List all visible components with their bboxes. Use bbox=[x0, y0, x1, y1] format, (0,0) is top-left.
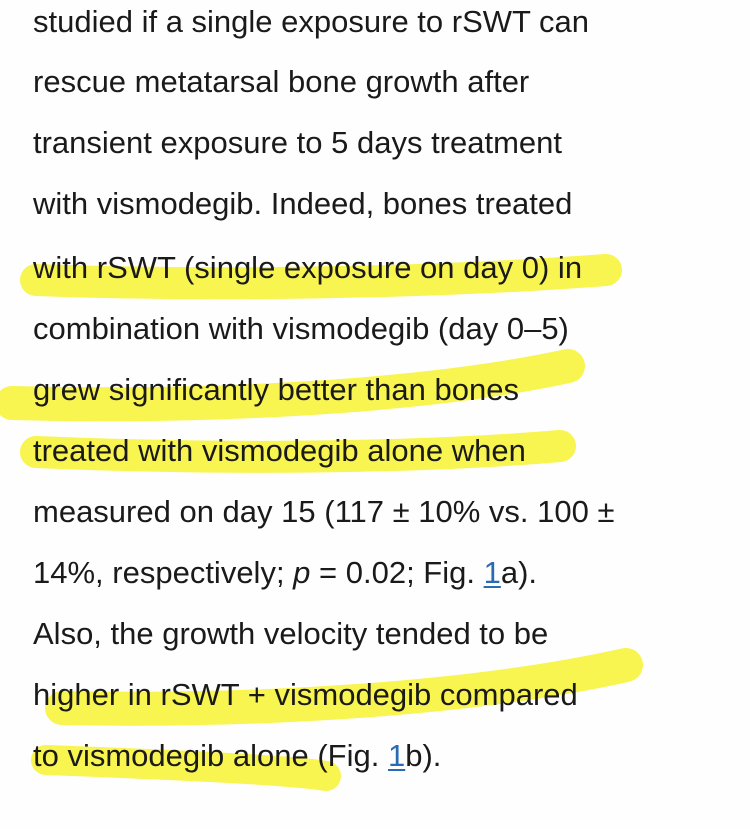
text-line-13 bbox=[33, 736, 441, 776]
text-line-10 bbox=[33, 553, 537, 593]
text-line-10-end: a). bbox=[500, 555, 538, 590]
figure-1b-link[interactable]: 1 bbox=[387, 738, 406, 773]
text-line-13-end: b). bbox=[405, 738, 442, 773]
p-value-symbol: p bbox=[293, 555, 311, 590]
text-line-1: studied if a single exposure to rSWT can bbox=[33, 4, 589, 39]
text-line-7: grew significantly better than bones bbox=[33, 372, 519, 407]
figure-1-link[interactable]: 1 bbox=[483, 555, 501, 590]
text-line-5: with rSWT (single exposure on day 0) in bbox=[33, 250, 583, 285]
text-line-12: higher in rSWT + vismodegib compared bbox=[33, 677, 578, 712]
text-line-13-start: to vismodegib alone (Fig. bbox=[33, 738, 388, 773]
text-line-10-mid: = 0.02; Fig. bbox=[310, 555, 484, 590]
text-line-10-start: 14%, respectively; bbox=[33, 555, 294, 590]
text-line-11: Also, the growth velocity tended to be bbox=[33, 616, 549, 651]
text-line-3: transient exposure to 5 days treatment bbox=[33, 125, 563, 160]
text-line-6: combination with vismodegib (day 0–5) bbox=[33, 311, 569, 346]
text-line-9: measured on day 15 (117 ± 10% vs. 100 ± bbox=[33, 494, 615, 529]
text-line-4: with vismodegib. Indeed, bones treated bbox=[33, 186, 573, 221]
text-line-8: treated with vismodegib alone when bbox=[33, 433, 526, 468]
text-line-2: rescue metatarsal bone growth after bbox=[33, 64, 530, 99]
